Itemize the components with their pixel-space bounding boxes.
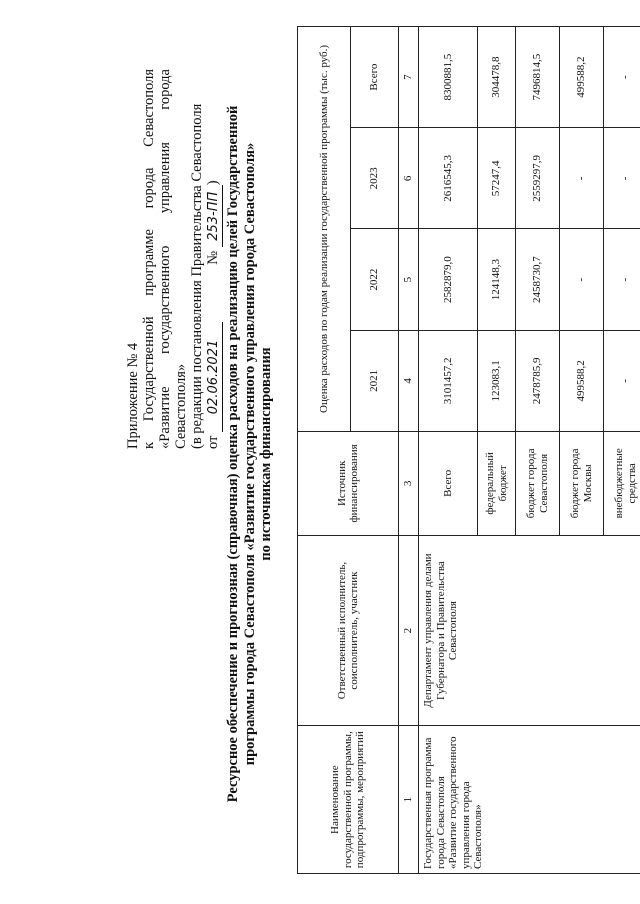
- source-cell: Всего: [419, 431, 478, 535]
- value-2023: 57247,4: [478, 128, 516, 229]
- value-2023: -: [560, 128, 604, 229]
- document-title: [225, 39, 275, 869]
- program-name: Государственная программа города Севастополя «Развитие государственного управления города Севастополя»: [419, 726, 640, 874]
- value-2021: 2478785,9: [516, 330, 560, 431]
- source-cell: бюджет города Москвы: [560, 431, 604, 535]
- value-2023: 2616545,3: [419, 128, 478, 229]
- value-total: 7496814,5: [516, 27, 560, 128]
- value-total: 304478,8: [478, 27, 516, 128]
- col-number: 6: [399, 128, 419, 229]
- col-number: 2: [399, 535, 419, 726]
- source-cell: бюджет города Севастополя: [516, 431, 560, 535]
- appendix-number: Приложение № 4: [125, 342, 141, 449]
- appendix-line-5: (в редакции постановления Правительства Севастополя: [189, 103, 205, 449]
- col-number: 1: [399, 726, 419, 874]
- header-2023: 2023: [351, 128, 399, 229]
- value-total: -: [604, 27, 640, 128]
- title-line-1: Ресурсное обеспечение и прогнозная (справочная) оценка расходов на реализацию целей Государственной: [225, 105, 241, 803]
- col-number: 7: [399, 27, 419, 128]
- value-2021: -: [604, 330, 640, 431]
- value-2021: 499588,2: [560, 330, 604, 431]
- title-line-3: по источникам финансирования: [258, 347, 274, 561]
- appendix-block: [125, 69, 223, 449]
- header-estimate: Оценка расходов по годам реализации государственной программы (тыс. руб.): [298, 27, 351, 432]
- responsible-executor: Департамент управления делами Губернатора и Правительства Севастополя: [419, 535, 640, 726]
- appendix-line-2: к Государственной программе города Севастополя: [141, 69, 157, 449]
- appendix-line-4: Севастополя»: [173, 363, 189, 449]
- value-2022: 2582879,0: [419, 229, 478, 330]
- col-number: 4: [399, 330, 419, 431]
- number-prefix: №: [205, 250, 221, 265]
- header-2021: 2021: [351, 330, 399, 431]
- resources-table: [297, 26, 640, 874]
- table-row: [419, 27, 478, 874]
- date-prefix: от: [205, 435, 221, 449]
- value-2022: -: [604, 229, 640, 330]
- appendix-date-line: от 02.06.2021 № 253-ПП): [205, 180, 221, 449]
- header-source: Источник финансирования: [298, 431, 399, 535]
- value-2022: -: [560, 229, 604, 330]
- value-2022: 2458730,7: [516, 229, 560, 330]
- header-name: Наименование государственной программы, подпрограммы, мероприятий: [298, 726, 399, 874]
- header-2022: 2022: [351, 229, 399, 330]
- title-line-2: программы города Севастополя «Развитие государственного управления города Севастополя»: [241, 142, 258, 766]
- source-cell: федеральный бюджет: [478, 431, 516, 535]
- source-cell: внебюджетные средства: [604, 431, 640, 535]
- value-total: 499588,2: [560, 27, 604, 128]
- column-number-row: [399, 27, 419, 874]
- value-2022: 124148,3: [478, 229, 516, 330]
- value-2023: 2559297,9: [516, 128, 560, 229]
- value-total: 8300881,5: [419, 27, 478, 128]
- value-2021: 3101457,2: [419, 330, 478, 431]
- col-number: 5: [399, 229, 419, 330]
- handwritten-number: 253-ПП: [206, 185, 223, 247]
- value-2021: 123083,1: [478, 330, 516, 431]
- header-responsible: Ответственный исполнитель, соисполнитель, участник: [298, 535, 399, 726]
- header-total: Всего: [351, 27, 399, 128]
- appendix-line-3: «Развитие государственного управления города: [157, 69, 173, 449]
- handwritten-date: 02.06.2021: [206, 322, 223, 432]
- col-number: 3: [399, 431, 419, 535]
- value-2023: -: [604, 128, 640, 229]
